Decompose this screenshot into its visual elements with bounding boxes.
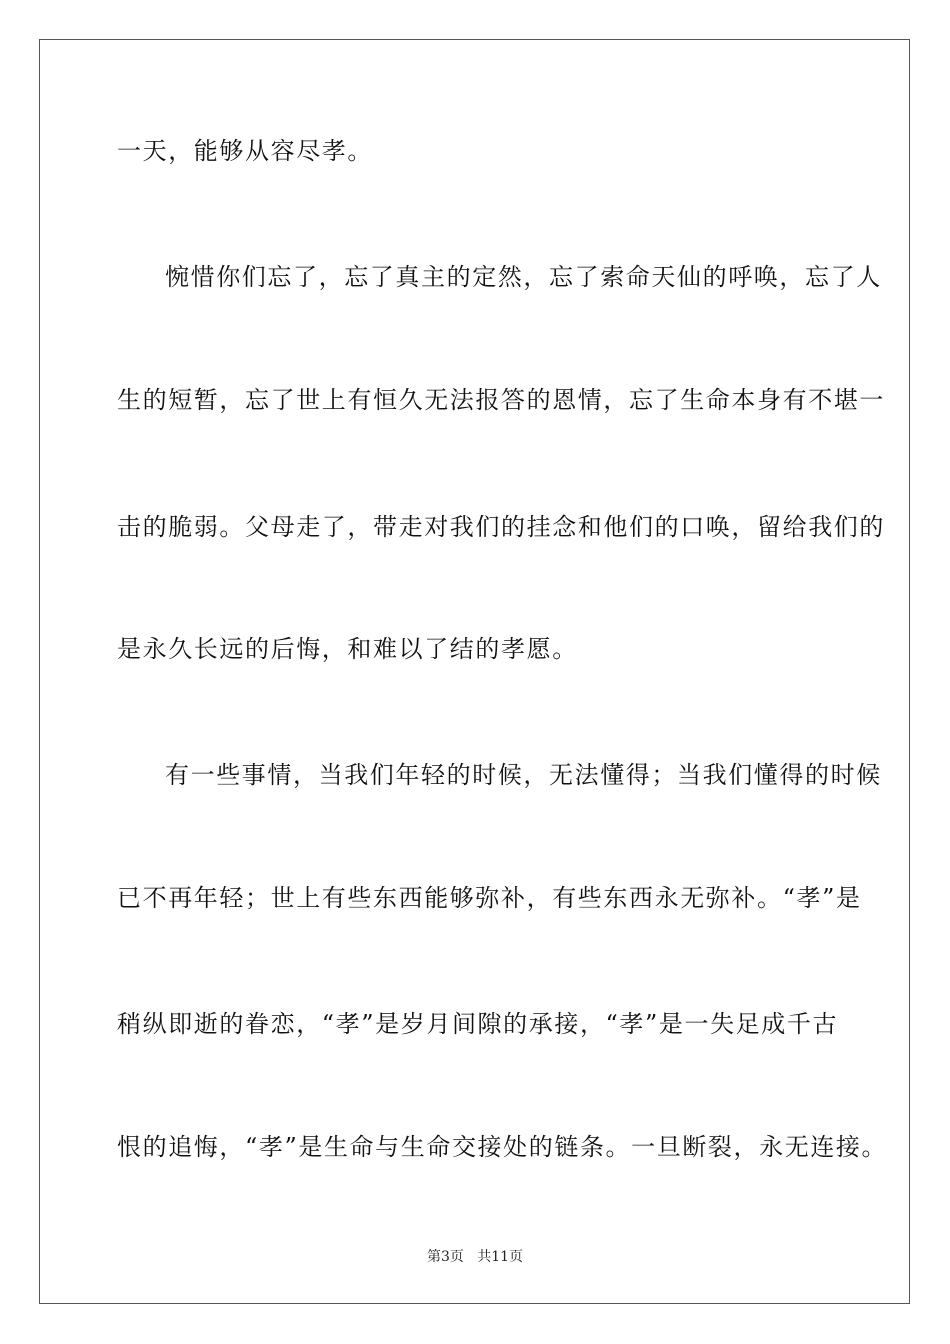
paragraph-1-line-1: 一天，能够从容尽孝。: [117, 137, 373, 165]
paragraph-3-line-2: 已不再年轻；世上有些东西能够弥补，有些东西永无弥补。“孝”是: [117, 884, 862, 912]
paragraph-2-line-1: 惋惜你们忘了，忘了真主的定然，忘了索命天仙的呼唤，忘了人: [165, 263, 882, 291]
paragraph-2-line-2: 生的短暂，忘了世上有恒久无法报答的恩情，忘了生命本身有不堪一: [117, 386, 885, 414]
paragraph-2-line-4: 是永久长远的后悔，和难以了结的孝愿。: [117, 635, 578, 663]
page-border: [39, 39, 910, 1304]
paragraph-2-line-3: 击的脆弱。父母走了，带走对我们的挂念和他们的口唤，留给我们的: [117, 513, 885, 541]
page-number-footer: 第3页 共11页: [426, 1249, 524, 1265]
paragraph-3-line-4: 恨的追悔，“孝”是生命与生命交接处的链条。一旦断裂，永无连接。: [117, 1133, 888, 1161]
paragraph-3-line-1: 有一些事情，当我们年轻的时候，无法懂得；当我们懂得的时候: [165, 761, 882, 789]
paragraph-3-line-3: 稍纵即逝的眷恋，“孝”是岁月间隙的承接，“孝”是一失足成千古: [117, 1010, 839, 1038]
